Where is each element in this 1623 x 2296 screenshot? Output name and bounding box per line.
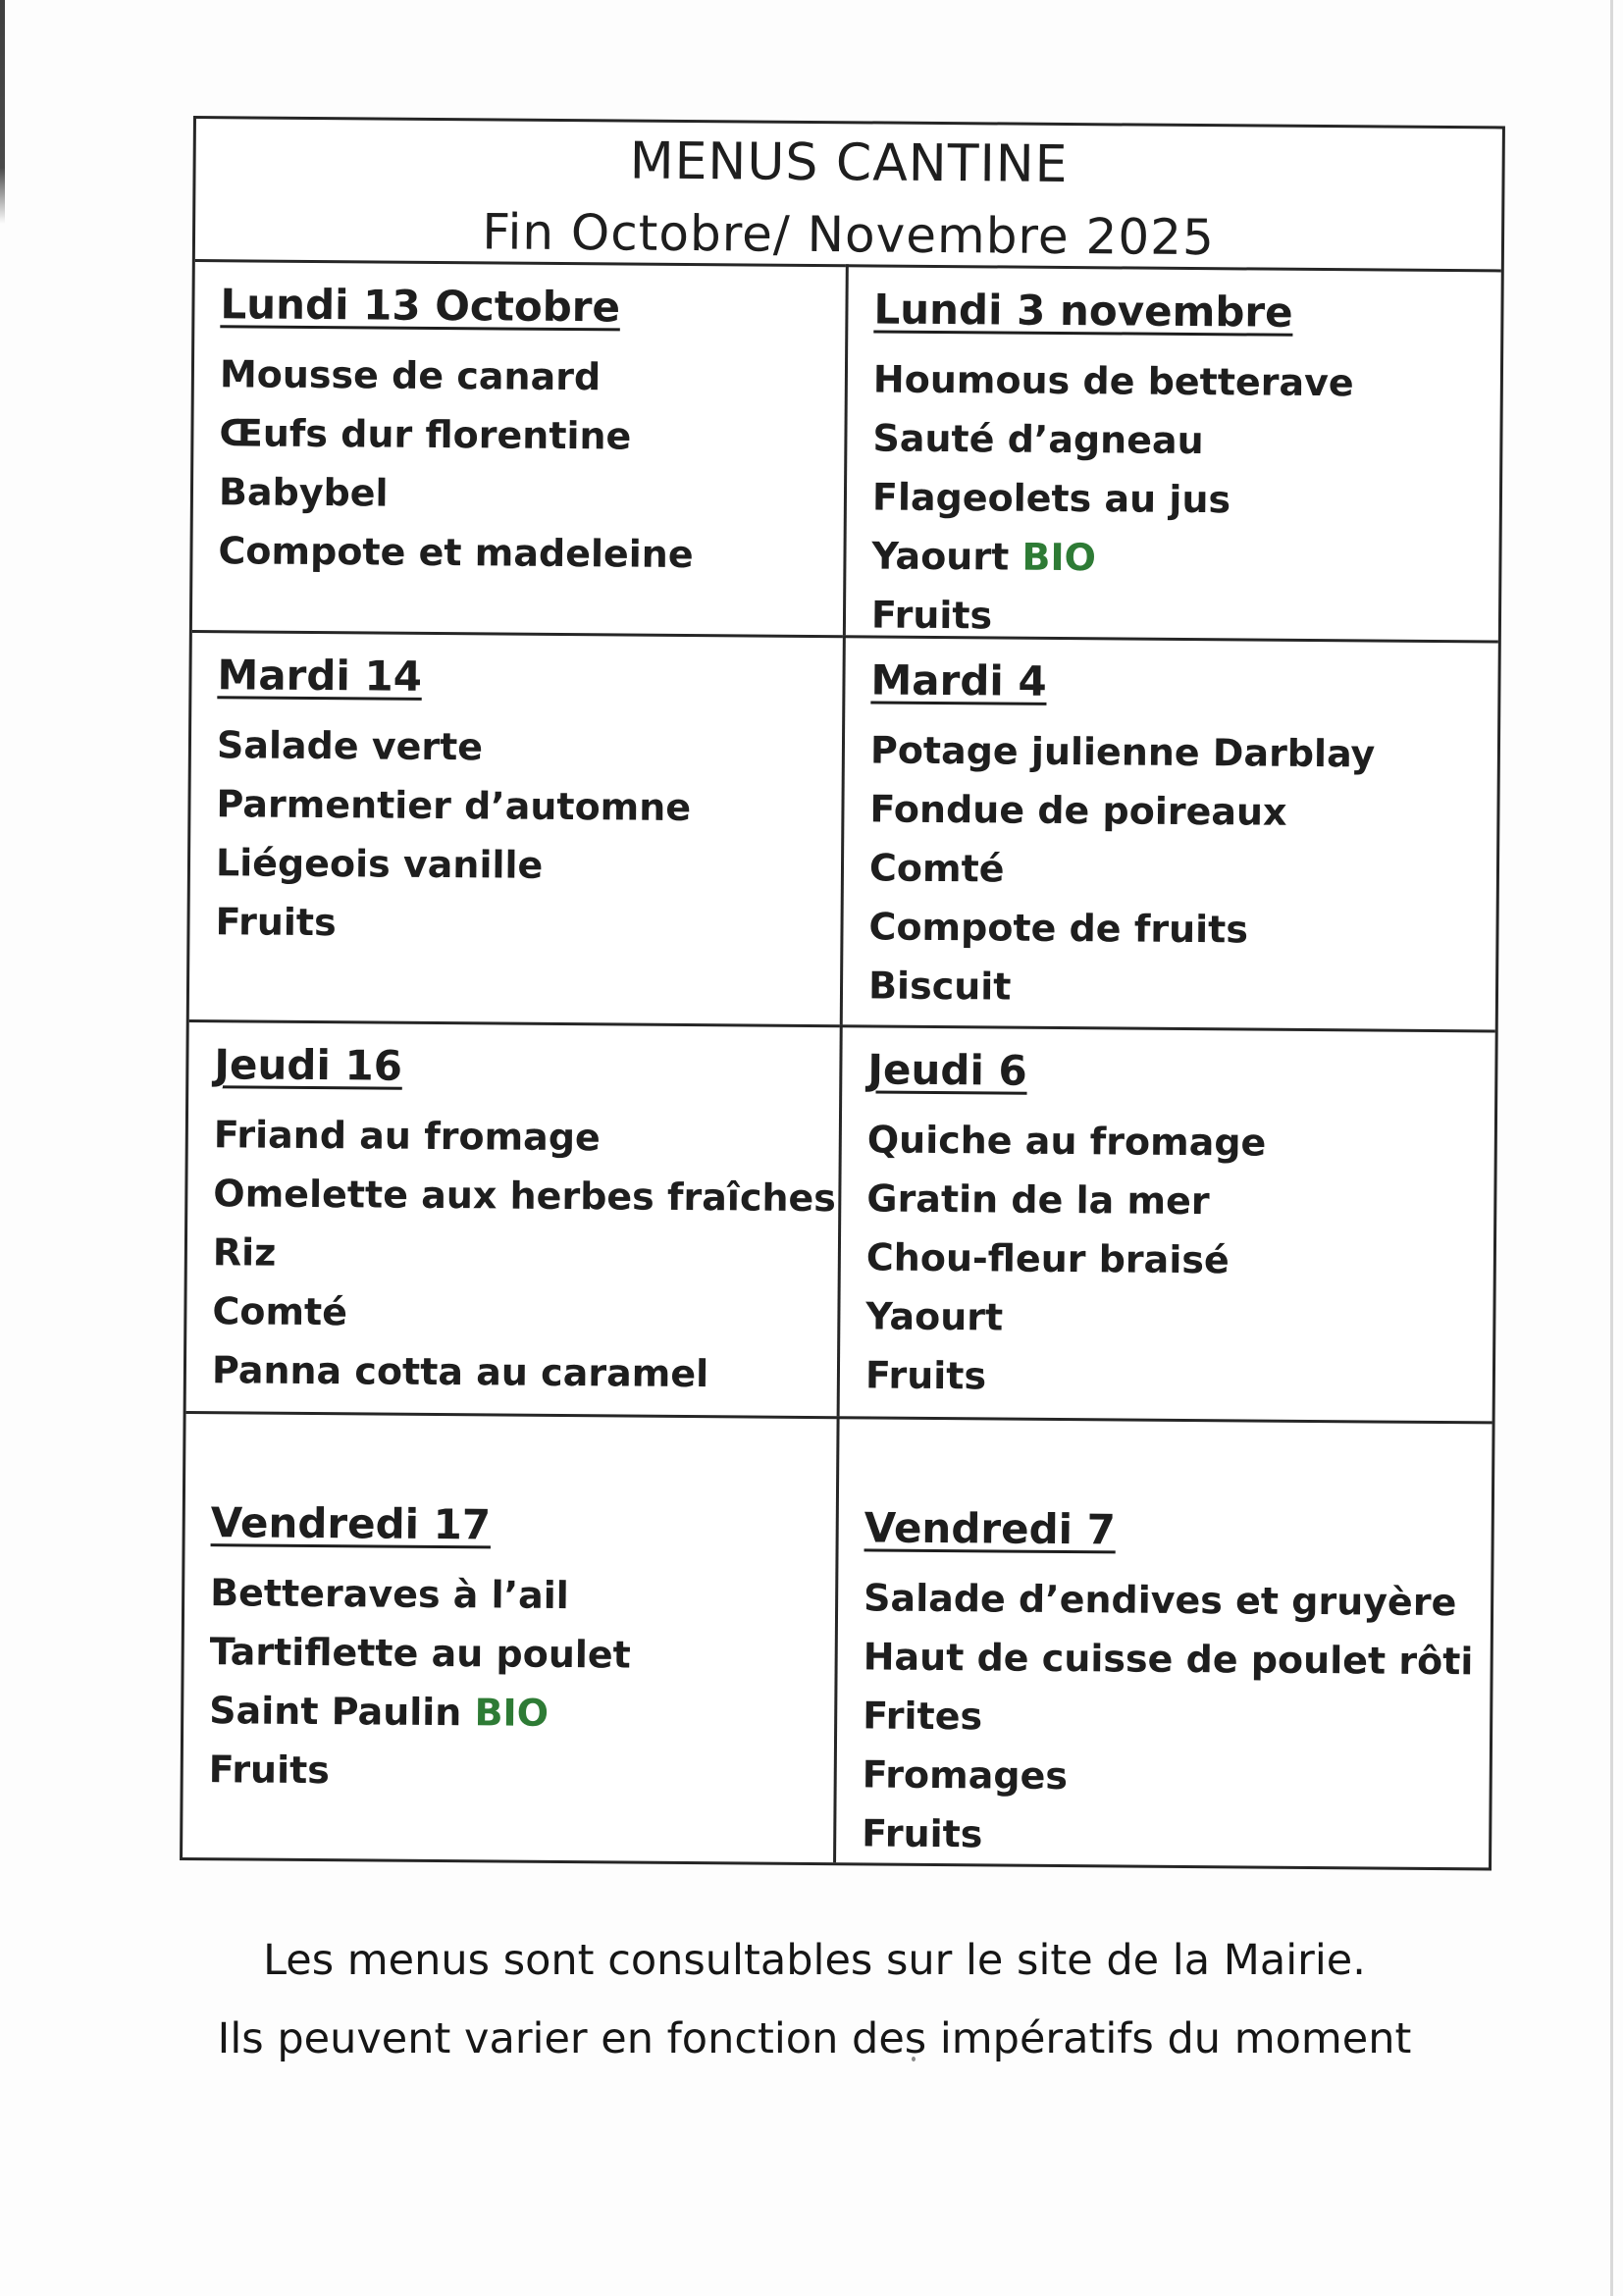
- menu-table: [180, 116, 1505, 1870]
- menu-item: Flageolets au jus: [871, 475, 1231, 522]
- menu-cell-jeudi-6: [837, 1024, 1495, 1421]
- menu-item: Comté: [868, 846, 1005, 891]
- menu-item: Parmentier d’automne: [216, 782, 692, 830]
- menu-item: Panna cotta au caramel: [211, 1348, 709, 1396]
- menu-cell-mardi-4: [840, 635, 1498, 1029]
- scan-edge-artifact-left: [0, 0, 5, 224]
- table-header: [195, 119, 1502, 269]
- menu-item: Fruits: [208, 1748, 331, 1793]
- menu-item: [209, 1681, 816, 1745]
- menu-item-list: [868, 720, 1480, 1019]
- menu-cell-vendredi-7: [833, 1416, 1492, 1867]
- menu-item: Houmous de betterave: [872, 357, 1354, 405]
- menu-item: Sauté d’agneau: [872, 416, 1204, 463]
- day-heading: Mardi 4: [870, 655, 1047, 705]
- menu-item: Comté: [212, 1289, 348, 1334]
- menu-row-4: [183, 1411, 1492, 1867]
- menu-item: Tartiflette au poulet: [209, 1630, 631, 1677]
- menu-item: Potage julienne Darblay: [869, 728, 1376, 776]
- menu-item: Fromages: [862, 1752, 1069, 1799]
- menu-subtitle: Fin Octobre/ Novembre 2025: [482, 203, 1216, 267]
- menu-row-3: [186, 1019, 1495, 1421]
- menu-item-list: [871, 349, 1483, 640]
- day-heading: Vendredi 7: [864, 1503, 1117, 1554]
- menu-title: MENUS CANTINE: [629, 131, 1069, 195]
- day-heading: Lundi 13 Octobre: [220, 280, 621, 332]
- menu-item: Omelette aux herbes fraîches: [213, 1172, 837, 1221]
- day-heading: Jeudi 6: [867, 1045, 1027, 1095]
- menu-item: Fruits: [215, 900, 337, 945]
- footer-line-2: Ils peuvent varier en fonction des impératifs du moment: [217, 2014, 1412, 2063]
- scan-edge-artifact-right: [1610, 0, 1613, 2296]
- menu-item: Liégeois vanille: [215, 841, 544, 887]
- footer-line-1: Les menus sont consultables sur le site de la Mairie.: [263, 1936, 1366, 1985]
- menu-item: Frites: [863, 1694, 983, 1739]
- menu-item-text: Yaourt: [871, 534, 1022, 579]
- bio-label: BIO: [1021, 535, 1097, 580]
- menu-item: Fruits: [862, 1811, 983, 1856]
- menu-item: Betteraves à l’ail: [210, 1571, 569, 1618]
- menu-cell-lundi-3-novembre: [843, 264, 1501, 640]
- menu-item-list: [218, 344, 827, 585]
- menu-item: Biscuit: [867, 964, 1012, 1009]
- menu-item: Compote de fruits: [868, 905, 1249, 952]
- menu-item-list: [209, 1563, 818, 1803]
- menu-item-list: [862, 1568, 1473, 1867]
- menu-cell-jeudi-16: [186, 1019, 840, 1416]
- day-heading: Vendredi 17: [210, 1498, 492, 1549]
- day-heading: Mardi 14: [217, 651, 423, 701]
- menu-item: Quiche au fromage: [866, 1118, 1267, 1165]
- menu-row-1: [192, 259, 1501, 640]
- menu-item: [871, 526, 1481, 590]
- menu-item: Yaourt: [865, 1294, 1004, 1339]
- menu-cell-lundi-13-octobre: [192, 259, 846, 635]
- menu-item-text: Saint Paulin: [209, 1689, 475, 1735]
- menu-item-list: [865, 1110, 1477, 1409]
- menu-item: Gratin de la mer: [866, 1176, 1210, 1224]
- day-heading: Lundi 3 novembre: [873, 285, 1293, 337]
- menu-item: Friand au fromage: [213, 1113, 601, 1160]
- bio-label: BIO: [474, 1691, 550, 1735]
- menu-item: Mousse de canard: [219, 352, 602, 399]
- menu-cell-mardi-14: [189, 630, 843, 1024]
- menu-item: Salade d’endives et gruyère: [863, 1576, 1457, 1625]
- menu-item: Chou-fleur braisé: [865, 1235, 1230, 1282]
- menu-item-list: [215, 715, 824, 956]
- menu-item: Haut de cuisse de poulet rôti: [863, 1635, 1474, 1684]
- menu-item: Fruits: [870, 593, 993, 638]
- menu-item: Riz: [212, 1230, 277, 1275]
- footer-note: [196, 1921, 1433, 2078]
- menu-item: Fruits: [864, 1353, 987, 1398]
- menu-item: Salade verte: [216, 723, 484, 769]
- menu-item-list: [211, 1105, 837, 1404]
- menu-item: Œufs dur florentine: [219, 411, 632, 458]
- day-heading: Jeudi 16: [214, 1040, 403, 1090]
- menu-item: Fondue de poireaux: [869, 787, 1287, 834]
- menu-item: Compote et madeleine: [218, 529, 694, 577]
- menu-row-2: [189, 630, 1498, 1029]
- menu-item: Babybel: [218, 470, 389, 515]
- menu-cell-vendredi-17: [183, 1411, 837, 1862]
